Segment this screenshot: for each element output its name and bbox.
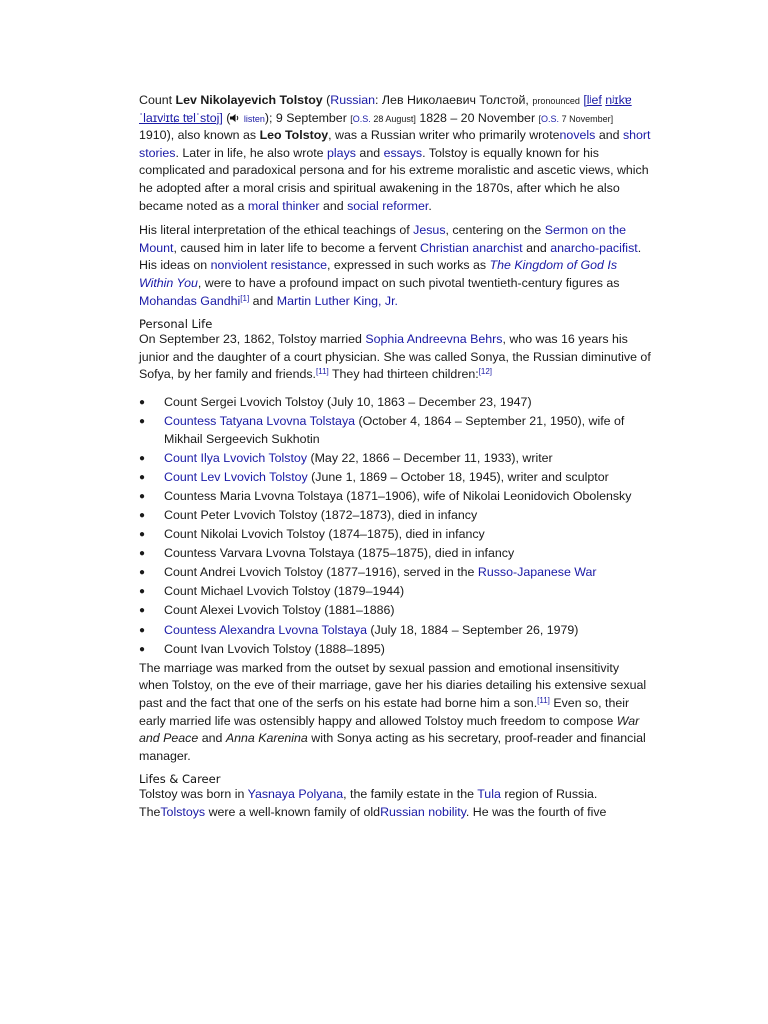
alias-name: Leo Tolstoy (259, 128, 329, 143)
text: The marriage was marked from the outset by sexual passion and emotional insensitivity when Tolstoy, on the eve of their marriage, gave her his diaries detailing his extensive sexual past and the fact that one of the serfs on his estate had borne him a son. (139, 660, 647, 710)
bullet-icon: ● (139, 471, 146, 483)
list-item (139, 488, 651, 506)
child-tail-link[interactable]: Russo-Japanese War (477, 565, 597, 580)
child-link[interactable]: Countess Tatyana Lvovna Tolstaya (164, 414, 356, 428)
ref-1[interactable]: [1] (240, 293, 250, 303)
text: . His ideas on (139, 240, 642, 273)
text: Tolstoy was born in (139, 787, 245, 802)
ref-11[interactable]: [11] (316, 367, 329, 377)
link-listen[interactable]: listen (243, 113, 265, 124)
list-item (139, 507, 651, 525)
list-item (139, 394, 651, 412)
link-jesus[interactable]: Jesus (413, 223, 446, 238)
text: . (428, 198, 432, 213)
bullet-icon: ● (139, 509, 146, 521)
link-social-reformer[interactable]: social reformer (347, 198, 429, 213)
list-item (139, 413, 651, 448)
pronounced-label: pronounced (532, 96, 580, 106)
link-novels[interactable]: novels (559, 128, 596, 143)
text: , caused him in later life to become a fervent (173, 240, 417, 255)
link-tolstoys[interactable]: Tolstoys (160, 804, 206, 819)
bullet-icon: ● (139, 396, 146, 408)
link-short-stories[interactable]: short stories (139, 128, 651, 160)
bracket: ] (413, 113, 416, 124)
child-text: Count Andrei Lvovich Tolstoy (1877–1916), served in the (164, 565, 478, 580)
bullet-icon: ● (139, 586, 146, 598)
link-russian-nobility[interactable]: Russian nobility (380, 804, 466, 819)
child-text: (May 22, 1866 – December 11, 1933), writer (307, 450, 553, 465)
text: , were to have a profound impact on such pivotal twentieth-century figures as (197, 275, 620, 290)
child-link[interactable]: Countess Alexandra Lvovna Tolstaya (164, 622, 367, 637)
ref-11[interactable]: [11] (537, 695, 550, 705)
child-text: Count Michael Lvovich Tolstoy (1879–1944) (164, 584, 405, 599)
list-item (139, 602, 651, 620)
text: and (359, 145, 381, 160)
child-text: Count Sergei Lvovich Tolstoy (July 10, 1863 – December 23, 1947) (164, 394, 532, 409)
link-sophia-behrs[interactable]: Sophia Andreevna Behrs (365, 332, 503, 347)
link-os-2[interactable]: O.S. (541, 113, 560, 124)
bullet-icon: ● (139, 529, 146, 541)
child-text: Count Nikolai Lvovich Tolstoy (1874–1875), died in infancy (164, 527, 485, 542)
text-paren: ( (326, 93, 331, 107)
text: , the family estate in the (343, 787, 474, 802)
bullet-icon: ● (139, 605, 146, 617)
child-text: Countess Varvara Lvovna Tolstaya (1875–1875), died in infancy (164, 546, 515, 561)
link-russian[interactable]: Russian (330, 93, 376, 107)
link-ipa-1[interactable]: [lʲef (583, 93, 602, 107)
bracket: ] (610, 113, 614, 124)
list-item (139, 564, 651, 582)
article-body (139, 92, 651, 828)
russian-name: : Лев Николаевич Толстой, (375, 93, 529, 107)
text: On September 23, 1862, Tolstoy married (139, 332, 362, 347)
text: They had thirteen children: (331, 367, 479, 382)
text: , centering on the (445, 223, 542, 238)
text-count: Count (139, 93, 173, 107)
link-tula[interactable]: Tula (477, 787, 501, 802)
link-ipa-2[interactable]: nʲɪkɐˈlaɪvʲɪtɕ tɐlˈstoj] (139, 93, 632, 125)
link-christian-anarchist[interactable]: Christian anarchist (420, 240, 523, 255)
text: , expressed in such works as (327, 258, 487, 273)
text: and (598, 128, 620, 143)
text: , who was 16 years his junior and the daughter of a court physician. She was called Sonya, the Russian diminutive of Sofya, by her family and friends. (139, 332, 651, 382)
child-text: (July 18, 1884 – September 26, 1979) (366, 622, 579, 637)
death-year: 1910), also known as (139, 128, 257, 143)
text: Even so, their early married life was ostensibly happy and allowed Tolstoy much freedom to compose (139, 695, 630, 728)
text: and (526, 240, 547, 255)
list-item (139, 583, 651, 601)
list-item (139, 545, 651, 563)
list-item (139, 526, 651, 544)
list-item (139, 450, 651, 468)
full-name: Lev Nikolayevich Tolstoy (175, 93, 323, 107)
bullet-icon: ● (139, 643, 146, 655)
bullet-icon: ● (139, 452, 146, 464)
link-anarcho-pacifist[interactable]: anarcho-pacifist (550, 240, 638, 255)
text: , was a Russian writer who primarily wrote (328, 128, 560, 143)
list-item (139, 641, 651, 659)
link-plays[interactable]: plays (327, 145, 356, 160)
child-text: Countess Maria Lvovna Tolstaya (1871–1906), wife of Nikolai Leonidovich Obolensky (164, 488, 632, 503)
os-note-1 (350, 114, 416, 124)
link-essays[interactable]: essays (383, 145, 423, 160)
bullet-icon: ● (139, 567, 146, 579)
child-text: (June 1, 1869 – October 18, 1945), writer and sculptor (307, 469, 609, 484)
birth-day: 9 September (275, 110, 347, 125)
speaker-icon[interactable] (230, 111, 240, 121)
heading-personal-life: Personal Life (139, 317, 213, 332)
text-paren: ); (264, 110, 273, 125)
bullet-icon: ● (139, 416, 146, 427)
bullet-icon: ● (139, 624, 146, 636)
bracket: [ (538, 113, 542, 124)
children-list (139, 394, 651, 658)
text: and (252, 293, 274, 308)
personal-paragraph-1 (139, 331, 651, 384)
child-text: (October 4, 1864 – September 21, 1950), wife of Mikhail Sergeevich Sukhotin (164, 414, 628, 446)
book-anna-karenina: Anna Karenina (225, 731, 308, 746)
text: . Later in life, he also wrote (175, 145, 324, 160)
text: were a well-known family of old (208, 804, 381, 819)
link-mlk[interactable]: Martin Luther King, Jr. (276, 293, 398, 308)
child-text: Count Peter Lvovich Tolstoy (1872–1873), died in infancy (164, 507, 478, 522)
os-note-2 (539, 114, 614, 124)
link-yasnaya-polyana[interactable]: Yasnaya Polyana (247, 787, 344, 802)
link-gandhi[interactable]: Mohandas Gandhi (139, 293, 241, 308)
child-link[interactable]: Count Ilya Lvovich Tolstoy (164, 450, 308, 465)
text: . He was the fourth of five (465, 804, 607, 819)
text: with Sonya acting as his secretary, proof-reader and financial manager. (139, 731, 646, 763)
date-range: 1828 – 20 November (419, 110, 536, 125)
intro-paragraph-2 (139, 222, 651, 310)
bracket: [ (350, 113, 353, 124)
child-text: Count Alexei Lvovich Tolstoy (1881–1886) (164, 603, 395, 618)
book-war-and-peace: War and Peace (139, 713, 640, 746)
link-os-1[interactable]: O.S. (352, 113, 371, 124)
ref-12[interactable]: [12] (478, 367, 493, 377)
link-sermon-on-the-mount[interactable]: Sermon on the Mount (139, 223, 626, 255)
text: region of Russia. The (139, 787, 598, 819)
bullet-icon: ● (139, 490, 146, 502)
text: and (322, 198, 344, 213)
career-paragraph-1 (139, 786, 651, 821)
intro-paragraph-1 (139, 92, 651, 215)
personal-paragraph-2 (139, 660, 651, 766)
list-item (139, 622, 651, 640)
text-paren: ( (226, 110, 231, 125)
book-title: The Kingdom of God Is Within You (139, 258, 618, 290)
heading-career: Lifes & Career (139, 772, 221, 787)
text: His literal interpretation of the ethical teachings of (139, 223, 410, 238)
os-date: 28 August (373, 113, 414, 124)
child-link[interactable]: Count Lev Lvovich Tolstoy (164, 469, 308, 484)
link-moral-thinker[interactable]: moral thinker (247, 198, 320, 213)
link-nonviolent-resistance[interactable]: nonviolent resistance (210, 258, 328, 273)
list-item (139, 469, 651, 487)
text: and (201, 731, 223, 746)
os-date: 7 November (561, 113, 611, 124)
text: . Tolstoy is equally known for his complicated and paradoxical persona and for his extreme moralistic and ascetic views, which he adopted after a moral crisis and spiritual awakening in the 1870s, after which he also became noted as a (139, 145, 649, 213)
bullet-icon: ● (139, 548, 146, 560)
child-text: Count Ivan Lvovich Tolstoy (1888–1895) (164, 641, 385, 656)
